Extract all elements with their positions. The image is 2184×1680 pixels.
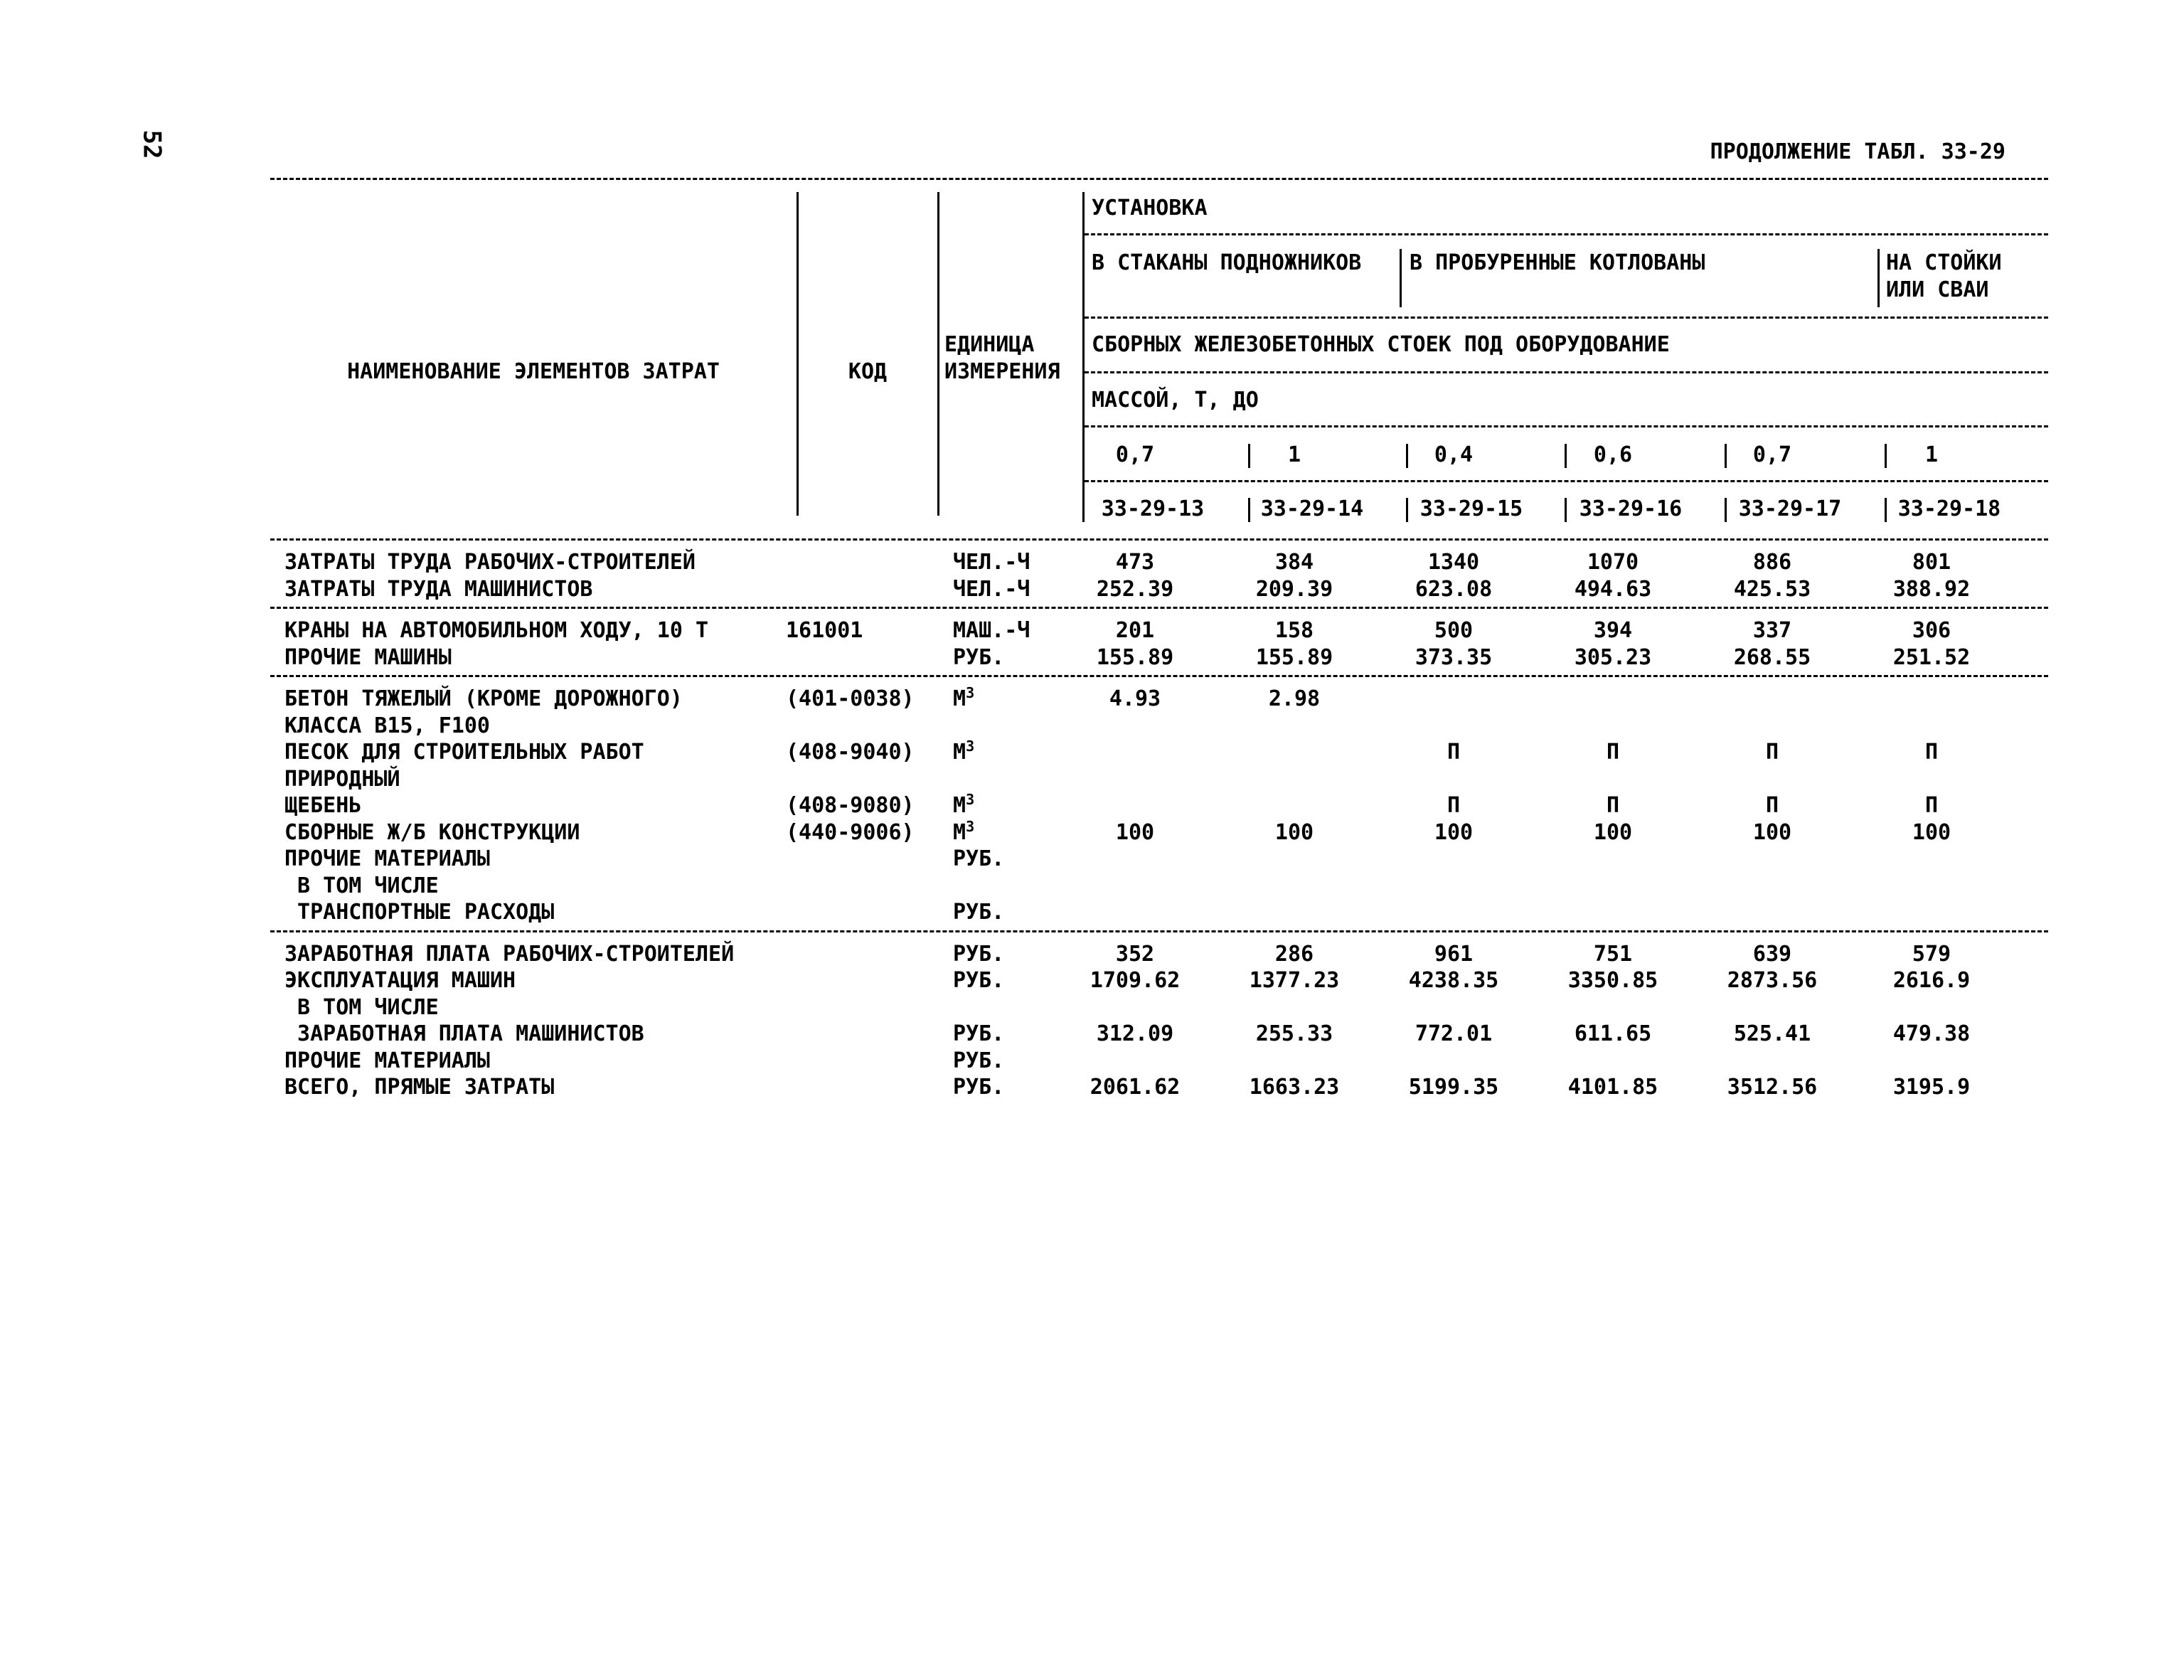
- row-value: 623.08: [1415, 576, 1493, 602]
- row-value: 100: [1115, 819, 1155, 845]
- row-value: 500: [1434, 618, 1474, 643]
- row-unit-text: РУБ.: [953, 846, 1005, 871]
- row-value: 100: [1912, 819, 1951, 845]
- row-unit: [953, 942, 1004, 967]
- section-divider: [270, 607, 2048, 609]
- header-unit-line1: ЕДИНИЦА: [944, 332, 1035, 357]
- row-name: ЗАТРАТЫ ТРУДА РАБОЧИХ-СТРОИТЕЛЕЙ: [284, 550, 696, 575]
- column-separator: [1406, 444, 1408, 468]
- row-value: 3195.9: [1892, 1075, 1971, 1100]
- column-separator: [1725, 498, 1727, 522]
- row-value: П: [1447, 793, 1461, 818]
- row-name: ПЕСОК ДЛЯ СТРОИТЕЛЬНЫХ РАБОТ: [284, 740, 644, 765]
- row-value: П: [1765, 740, 1779, 765]
- row-code: 161001: [786, 618, 863, 643]
- row-value: 3512.56: [1727, 1075, 1818, 1100]
- header-group-3-line2: ИЛИ СВАИ: [1886, 277, 1989, 302]
- row-unit-text: РУБ.: [953, 968, 1005, 993]
- row-unit: [953, 1021, 1004, 1047]
- column-separator: [1082, 498, 1085, 522]
- row-value: 394: [1593, 618, 1633, 643]
- row-name: ЗАРАБОТНАЯ ПЛАТА РАБОЧИХ-СТРОИТЕЛЕЙ: [284, 941, 735, 967]
- row-value: 352: [1115, 941, 1155, 967]
- row-value: 5199.35: [1408, 1075, 1499, 1100]
- page-number: 52: [137, 129, 166, 159]
- row-code: (408-9040): [786, 740, 915, 765]
- mass-value: 1: [1287, 442, 1301, 467]
- column-code: 33-29-16: [1579, 496, 1683, 521]
- row-value: 772.01: [1415, 1021, 1493, 1046]
- row-value: 155.89: [1255, 644, 1333, 670]
- row-unit-text: РУБ.: [953, 1021, 1005, 1046]
- row-name: СБОРНЫЕ Ж/Б КОНСТРУКЦИИ: [284, 819, 580, 845]
- row-value: 312.09: [1096, 1021, 1174, 1046]
- row-unit-text: М: [953, 740, 966, 765]
- header-group-1: В СТАКАНЫ ПОДНОЖНИКОВ: [1092, 250, 1362, 275]
- row-name: ПРОЧИЕ МАТЕРИАЛЫ: [284, 1048, 490, 1073]
- row-value: 384: [1274, 550, 1314, 575]
- header-rule-5: [1085, 480, 2048, 482]
- row-name: ПРОЧИЕ МАШИНЫ: [284, 644, 452, 670]
- row-unit-text: М: [953, 686, 966, 711]
- header-unit-line2: ИЗМЕРЕНИЯ: [944, 359, 1060, 384]
- row-code: (408-9080): [786, 793, 915, 818]
- row-value: 1340: [1427, 550, 1480, 575]
- row-value: 751: [1593, 941, 1633, 967]
- row-value: 4.93: [1109, 686, 1161, 711]
- column-separator: [1885, 444, 1887, 468]
- column-code: 33-29-14: [1260, 496, 1364, 521]
- row-value: П: [1447, 740, 1461, 765]
- top-rule: [270, 178, 2048, 180]
- row-unit: [953, 1075, 1004, 1100]
- row-unit-text: ЧЕЛ.-Ч: [953, 576, 1030, 602]
- row-unit: [953, 686, 974, 712]
- row-value: 268.55: [1733, 644, 1811, 670]
- row-value: П: [1924, 793, 1939, 818]
- row-unit-text: МАШ.-Ч: [953, 618, 1030, 643]
- row-value: 201: [1115, 618, 1155, 643]
- row-value: 2061.62: [1090, 1075, 1181, 1100]
- row-name: ЭКСПЛУАТАЦИЯ МАШИН: [284, 968, 516, 993]
- row-value: 100: [1593, 819, 1633, 845]
- row-code: (440-9006): [786, 819, 915, 845]
- unit-superscript: 3: [966, 738, 975, 755]
- row-value: 252.39: [1096, 576, 1174, 602]
- unit-superscript: 3: [966, 684, 975, 701]
- group-divider-2: [1877, 249, 1880, 307]
- row-value: 801: [1912, 550, 1951, 575]
- row-unit-text: М: [953, 819, 966, 845]
- row-value: 100: [1274, 819, 1314, 845]
- column-separator: [1406, 498, 1408, 522]
- column-separator: [1248, 498, 1250, 522]
- header-ustanovka: УСТАНОВКА: [1092, 196, 1208, 220]
- divider-name-code: [797, 192, 799, 516]
- row-value: П: [1765, 793, 1779, 818]
- row-value: 425.53: [1733, 576, 1811, 602]
- row-value: 251.52: [1892, 644, 1971, 670]
- column-code: 33-29-15: [1419, 496, 1523, 521]
- row-value: 209.39: [1255, 576, 1333, 602]
- row-name: КРАНЫ НА АВТОМОБИЛЬНОМ ХОДУ, 10 Т: [284, 618, 709, 643]
- row-unit: [953, 793, 974, 819]
- row-unit: [953, 968, 1004, 994]
- row-unit-text: РУБ.: [953, 644, 1005, 670]
- column-separator: [1248, 444, 1250, 468]
- row-value: 337: [1752, 618, 1792, 643]
- header-group-2: В ПРОБУРЕННЫЕ КОТЛОВАНЫ: [1410, 250, 1705, 275]
- row-unit: [953, 900, 1004, 925]
- header-rule-3: [1085, 371, 2048, 373]
- unit-superscript: 3: [966, 817, 975, 835]
- row-value: 100: [1434, 819, 1474, 845]
- row-unit: [953, 1048, 1004, 1074]
- row-value: 961: [1434, 941, 1474, 967]
- row-value: 1377.23: [1249, 968, 1340, 993]
- mass-value: 0,6: [1593, 442, 1633, 467]
- row-unit-text: ЧЕЛ.-Ч: [953, 550, 1030, 575]
- column-code: 33-29-13: [1101, 496, 1205, 521]
- row-code: (401-0038): [786, 686, 915, 711]
- row-value: 100: [1752, 819, 1792, 845]
- row-value: 388.92: [1892, 576, 1971, 602]
- header-rule-1: [1085, 233, 2048, 235]
- column-code: 33-29-17: [1738, 496, 1842, 521]
- row-value: 494.63: [1574, 576, 1652, 602]
- row-value: 2873.56: [1727, 968, 1818, 993]
- row-unit-text: РУБ.: [953, 941, 1005, 967]
- row-unit: [953, 550, 1030, 575]
- row-name: КЛАССА В15, F100: [284, 713, 490, 738]
- row-value: 155.89: [1096, 644, 1174, 670]
- header-bottom-rule: [270, 538, 2048, 541]
- row-value: 473: [1115, 550, 1155, 575]
- mass-value: 0,7: [1115, 442, 1155, 467]
- header-rule-4: [1085, 425, 2048, 427]
- row-value: 1070: [1587, 550, 1639, 575]
- row-unit: [953, 740, 974, 765]
- row-unit: [953, 846, 1004, 872]
- group-divider-1: [1400, 249, 1402, 307]
- divider-code-unit: [937, 192, 939, 516]
- row-unit: [953, 577, 1030, 602]
- header-code-column: КОД: [848, 359, 888, 384]
- row-value: П: [1606, 740, 1620, 765]
- row-value: П: [1924, 740, 1939, 765]
- row-value: 286: [1274, 941, 1314, 967]
- row-name: В ТОМ ЧИСЛЕ: [284, 994, 439, 1020]
- row-name: ЗАТРАТЫ ТРУДА МАШИНИСТОВ: [284, 576, 593, 602]
- unit-superscript: 3: [966, 791, 975, 808]
- row-unit: [953, 618, 1030, 644]
- column-code: 33-29-18: [1897, 496, 2001, 521]
- mass-value: 1: [1924, 442, 1939, 467]
- row-unit: [953, 817, 975, 846]
- header-mass: МАССОЙ, Т, ДО: [1092, 388, 1259, 413]
- row-name: ЩЕБЕНЬ: [284, 793, 362, 818]
- row-unit-text: М: [953, 793, 966, 818]
- row-name: ВСЕГО, ПРЯМЫЕ ЗАТРАТЫ: [284, 1075, 555, 1100]
- row-unit-text: РУБ.: [953, 900, 1005, 925]
- section-divider: [270, 675, 2048, 677]
- row-value: 373.35: [1415, 644, 1493, 670]
- mass-value: 0,7: [1752, 442, 1792, 467]
- row-value: П: [1606, 793, 1620, 818]
- row-name: БЕТОН ТЯЖЕЛЫЙ (КРОМЕ ДОРОЖНОГО): [284, 686, 683, 711]
- row-value: 1663.23: [1249, 1075, 1340, 1100]
- row-value: 158: [1274, 618, 1314, 643]
- row-value: 525.41: [1733, 1021, 1811, 1046]
- row-value: 579: [1912, 941, 1951, 967]
- section-divider: [270, 930, 2048, 932]
- row-value: 255.33: [1255, 1021, 1333, 1046]
- row-value: 479.38: [1892, 1021, 1971, 1046]
- row-value: 305.23: [1574, 644, 1652, 670]
- row-value: 639: [1752, 941, 1792, 967]
- row-unit: [953, 645, 1004, 671]
- row-value: 3350.85: [1567, 968, 1658, 993]
- row-name: ЗАРАБОТНАЯ ПЛАТА МАШИНИСТОВ: [284, 1021, 644, 1046]
- column-separator: [1725, 444, 1727, 468]
- header-name-column: НАИМЕНОВАНИЕ ЭЛЕМЕНТОВ ЗАТРАТ: [347, 359, 720, 384]
- row-value: 611.65: [1574, 1021, 1652, 1046]
- row-name: ПРИРОДНЫЙ: [284, 766, 400, 792]
- header-rule-2: [1085, 317, 2048, 319]
- page-title: ПРОДОЛЖЕНИЕ ТАБЛ. 33-29: [1710, 139, 2005, 164]
- column-separator: [1565, 444, 1567, 468]
- row-value: 1709.62: [1090, 968, 1181, 993]
- header-group-3-line1: НА СТОЙКИ: [1886, 250, 2002, 275]
- row-value: 4101.85: [1567, 1075, 1658, 1100]
- row-name: В ТОМ ЧИСЛЕ: [284, 873, 439, 898]
- header-subtitle: СБОРНЫХ ЖЕЛЕЗОБЕТОННЫХ СТОЕК ПОД ОБОРУДОВАНИЕ: [1092, 332, 1670, 357]
- row-unit-text: РУБ.: [953, 1048, 1005, 1073]
- row-value: 306: [1912, 618, 1951, 643]
- row-value: 2616.9: [1892, 968, 1971, 993]
- row-value: 2.98: [1268, 686, 1321, 711]
- column-separator: [1885, 498, 1887, 522]
- row-value: 886: [1752, 550, 1792, 575]
- mass-value: 0,4: [1434, 442, 1474, 467]
- row-value: 4238.35: [1408, 968, 1499, 993]
- row-unit-text: РУБ.: [953, 1075, 1005, 1100]
- column-separator: [1565, 498, 1567, 522]
- row-name: ПРОЧИЕ МАТЕРИАЛЫ: [284, 846, 490, 871]
- row-name: ТРАНСПОРТНЫЕ РАСХОДЫ: [284, 900, 555, 925]
